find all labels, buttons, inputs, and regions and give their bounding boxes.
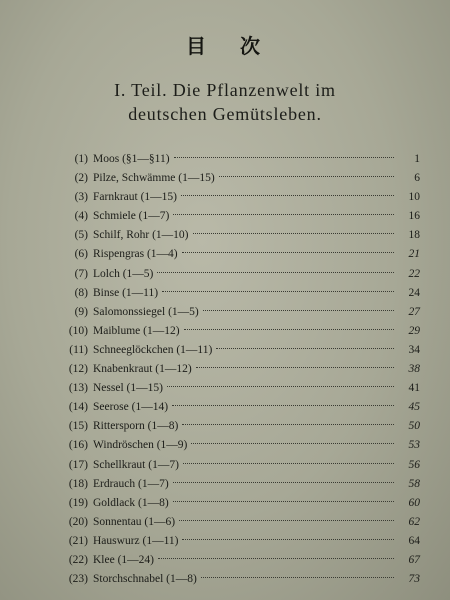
toc-entry	[50, 245, 420, 264]
toc-entry	[50, 379, 420, 398]
toc-entry-number: (12)	[68, 363, 88, 376]
toc-entry	[50, 532, 420, 551]
toc-entry-page: 62	[408, 515, 420, 528]
dot-leader	[182, 538, 394, 540]
toc-entry-page: 6	[414, 172, 420, 185]
dot-leader	[191, 442, 394, 444]
toc-entry-number: (4)	[74, 210, 88, 223]
toc-entry-page: 45	[408, 401, 420, 414]
dot-leader	[173, 213, 394, 215]
dot-leader	[174, 156, 394, 158]
toc-entry-title: Schellkraut (1—7)	[93, 458, 179, 471]
toc-entry-number: (21)	[68, 534, 88, 547]
toc-entry-title: Farnkraut (1—15)	[93, 191, 177, 204]
dot-leader	[184, 328, 394, 330]
toc-entry	[50, 417, 420, 436]
toc-entry-title: Sonnentau (1—6)	[93, 515, 176, 528]
toc-entry-page: 67	[408, 553, 420, 566]
dot-leader	[219, 175, 394, 177]
toc-entry-page: 1	[414, 153, 420, 165]
toc-entry-title: Seerose (1—14)	[93, 401, 169, 414]
toc-entry-number: (11)	[69, 343, 88, 356]
dot-leader	[181, 194, 394, 196]
toc-entry-title: Erdrauch (1—7)	[93, 477, 169, 490]
toc-entry-title: Storchschnabel (1—8)	[93, 573, 197, 586]
toc-entry	[50, 436, 420, 455]
dot-leader	[172, 404, 394, 406]
toc-entry-title: Knabenkraut (1—12)	[93, 363, 192, 376]
toc-entry-number: (8)	[74, 286, 88, 299]
toc-entry-title: Pilze, Schwämme (1—15)	[93, 172, 215, 185]
toc-entry	[50, 398, 420, 417]
toc-entry-title: Lolch (1—5)	[93, 267, 154, 280]
dot-leader	[179, 519, 394, 521]
toc-entry-title: Nessel (1—15)	[93, 382, 163, 395]
toc-entry	[50, 494, 420, 513]
toc-entry-page: 18	[408, 229, 420, 242]
toc-entry-number: (9)	[74, 305, 88, 318]
toc-entry-page: 50	[408, 420, 420, 433]
dot-leader	[216, 347, 394, 349]
toc-entry-number: (22)	[68, 553, 88, 566]
toc-entry	[50, 207, 420, 226]
toc-entry-page: 64	[408, 534, 420, 547]
toc-entry-number: (17)	[68, 458, 88, 471]
dot-leader	[196, 366, 394, 368]
toc-entry-number: (16)	[68, 439, 88, 452]
toc-entry-number: (15)	[68, 420, 88, 433]
toc-entry	[50, 169, 420, 188]
toc-entry-page: 22	[408, 267, 420, 280]
toc-entry	[50, 188, 420, 207]
dot-leader	[173, 481, 394, 483]
toc-entry-page: 58	[408, 477, 420, 490]
dot-leader	[182, 251, 394, 253]
toc-entry-title: Windröschen (1—9)	[93, 439, 188, 452]
part-title	[0, 78, 450, 126]
dot-leader	[203, 309, 394, 311]
toc-entry	[50, 513, 420, 532]
toc-entry-page: 56	[408, 458, 420, 471]
dot-leader	[157, 271, 394, 273]
dot-leader	[193, 232, 394, 234]
toc-entry-number: (18)	[68, 477, 88, 490]
table-of-contents	[50, 150, 420, 589]
toc-entry-title: Rittersporn (1—8)	[93, 420, 179, 433]
toc-entry-title: Salomonssiegel (1—5)	[93, 305, 199, 318]
toc-entry-title: Schilf, Rohr (1—10)	[93, 229, 189, 242]
toc-entry-page: 34	[408, 343, 420, 356]
toc-entry-page: 41	[408, 382, 420, 395]
toc-entry	[50, 322, 420, 341]
toc-entry-title: Klee (1—24)	[93, 553, 154, 566]
toc-entry-page: 73	[408, 573, 420, 586]
toc-entry-number: (7)	[74, 267, 88, 280]
toc-entry-page: 24	[408, 286, 420, 299]
dot-leader	[162, 290, 394, 292]
toc-entry-title: Goldlack (1—8)	[93, 496, 169, 509]
toc-entry	[50, 570, 420, 589]
toc-entry-page: 53	[408, 439, 420, 452]
part-title-line-1: I. Teil. Die Pflanzenwelt im	[114, 80, 336, 100]
toc-entry	[50, 360, 420, 379]
toc-entry-title: Schneeglöckchen (1—11)	[93, 343, 213, 356]
toc-entry-title: Schmiele (1—7)	[93, 210, 170, 223]
toc-entry	[50, 150, 420, 169]
toc-entry-title: Rispengras (1—4)	[93, 248, 178, 261]
toc-entry-title: Binse (1—11)	[93, 286, 159, 299]
toc-entry-page: 10	[408, 191, 420, 204]
toc-entry-page: 21	[408, 248, 420, 261]
toc-entry-page: 60	[408, 496, 420, 509]
toc-entry-number: (3)	[74, 191, 88, 204]
toc-entry	[50, 303, 420, 322]
dot-leader	[201, 576, 394, 578]
toc-entry-number: (1)	[74, 153, 88, 165]
toc-entry	[50, 265, 420, 284]
dot-leader	[182, 423, 394, 425]
toc-entry-page: 16	[408, 210, 420, 223]
toc-entry-page: 38	[408, 363, 420, 376]
contents-heading: 目次	[186, 36, 294, 58]
toc-entry	[50, 551, 420, 570]
toc-entry-number: (10)	[68, 324, 88, 337]
toc-entry-page: 29	[408, 324, 420, 337]
toc-entry-number: (14)	[68, 401, 88, 414]
toc-entry-title: Hauswurz (1—11)	[93, 534, 179, 547]
dot-leader	[167, 385, 394, 387]
dot-leader	[173, 500, 394, 502]
toc-entry	[50, 475, 420, 494]
toc-entry-title: Moos (§1—§11)	[93, 153, 170, 165]
part-title-line-2: deutschen Gemütsleben.	[128, 104, 322, 124]
toc-entry-number: (20)	[68, 515, 88, 528]
dot-leader	[183, 462, 394, 464]
toc-entry-number: (5)	[74, 229, 88, 242]
toc-entry-number: (13)	[68, 382, 88, 395]
toc-entry	[50, 226, 420, 245]
toc-entry	[50, 456, 420, 475]
toc-entry-number: (6)	[74, 248, 88, 261]
toc-entry	[50, 341, 420, 360]
toc-entry-number: (19)	[68, 496, 88, 509]
dot-leader	[158, 557, 394, 559]
toc-entry-page: 27	[408, 305, 420, 318]
toc-entry-title: Maiblume (1—12)	[93, 324, 180, 337]
toc-entry-number: (23)	[68, 573, 88, 586]
toc-entry-number: (2)	[74, 172, 88, 185]
toc-entry	[50, 284, 420, 303]
